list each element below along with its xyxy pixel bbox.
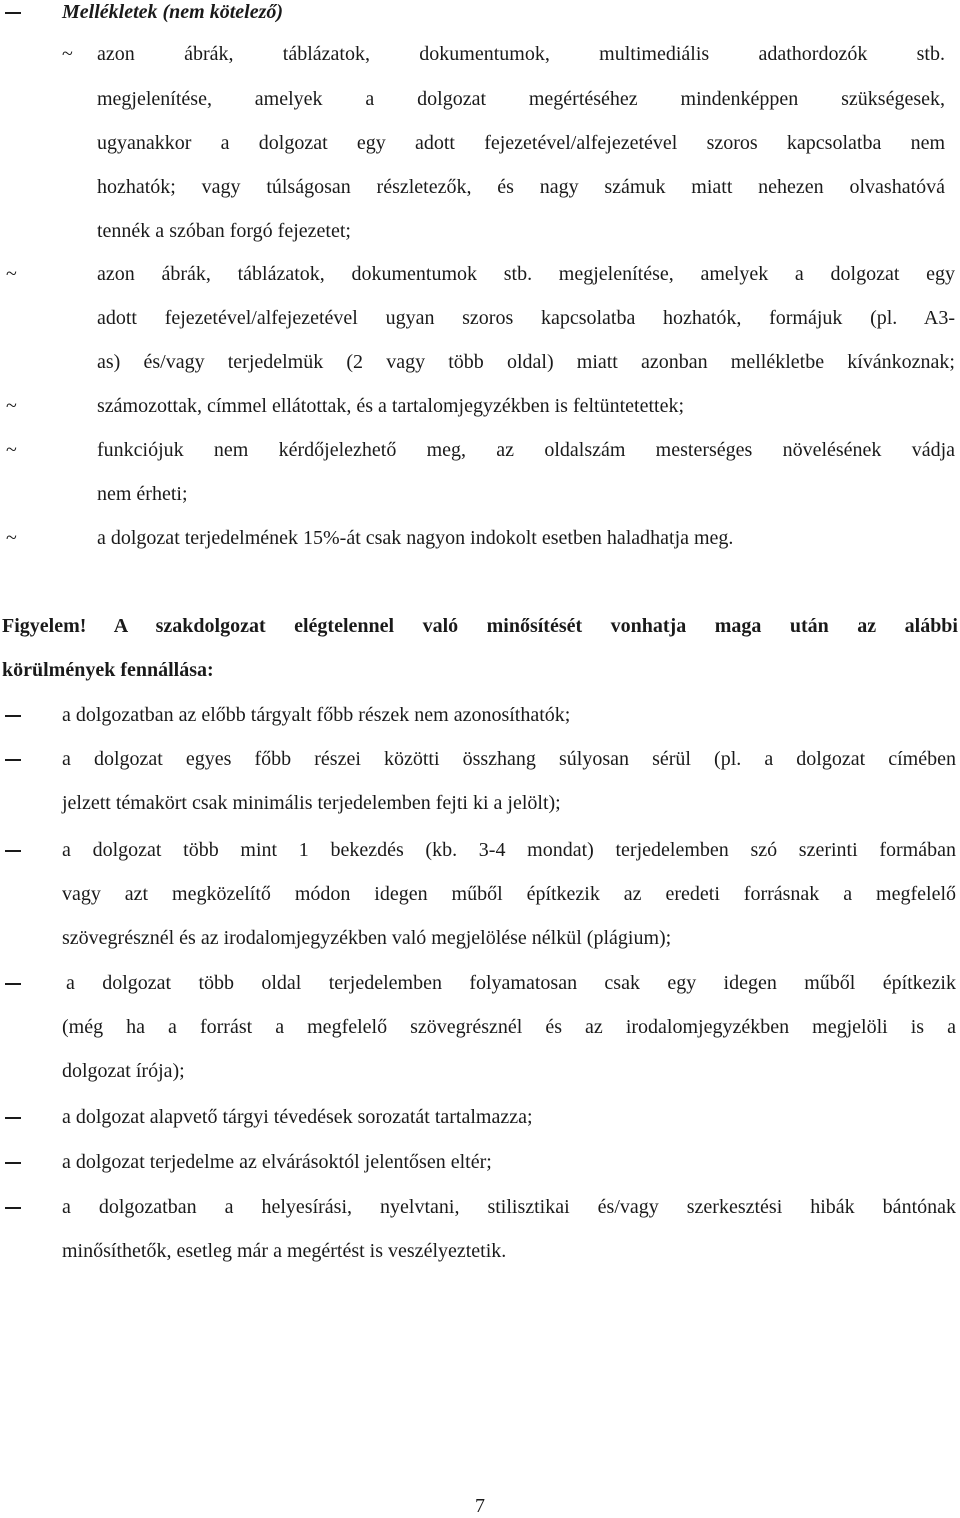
list-item-line: vagy azt megközelítő módon idegen műből építkezik az eredeti forrásnak a megfelelő [62,883,956,905]
warning-line: körülmények fennállása: [2,659,214,681]
list-item-line: a dolgozat alapvető tárgyi tévedések sorozatát tartalmazza; [62,1106,533,1128]
list-item-line: számozottak, címmel ellátottak, és a tartalomjegyzékben is feltüntetettek; [97,395,685,417]
list-item-line: megjelenítése, amelyek a dolgozat megértéséhez mindenképpen szükségesek, [97,88,945,110]
list-item-line: a dolgozat terjedelme az elvárásoktól jelentősen eltér; [62,1151,492,1173]
list-item-line: azon ábrák, táblázatok, dokumentumok stb. megjelenítése, amelyek a dolgozat egy [97,263,955,285]
list-item-line: a dolgozatban a helyesírási, nyelvtani, stilisztikai és/vagy szerkesztési hibák bántónak [62,1196,956,1218]
bullet-dash [5,850,21,852]
section-heading: Mellékletek (nem kötelező) [62,1,284,23]
list-item-line: (még ha a forrást a megfelelő szövegrésznél és az irodalomjegyzékben megjelöli is a [62,1016,956,1038]
bullet-dash [5,1117,21,1119]
list-item-line: ugyanakkor a dolgozat egy adott fejezetével/alfejezetével szoros kapcsolatba nem [97,132,945,154]
page-number: 7 [475,1495,485,1517]
list-item-line: adott fejezetével/alfejezetével ugyan szoros kapcsolatba hozhatók, formájuk (pl. A3- [97,307,955,329]
bullet-dash [5,12,21,14]
bullet-tilde: ~ [6,527,17,549]
bullet-dash [5,983,21,985]
bullet-tilde: ~ [6,263,17,285]
list-item-line: minősíthetők, esetleg már a megértést is veszélyeztetik. [62,1240,507,1262]
list-item-line: dolgozat írója); [62,1060,185,1082]
bullet-tilde: ~ [6,395,17,417]
bullet-tilde: ~ [6,439,17,461]
list-item-line: azon ábrák, táblázatok, dokumentumok, multimediális adathordozók stb. [97,43,945,65]
bullet-dash [5,759,21,761]
list-item-line: szövegrésznél és az irodalomjegyzékben való megjelölése nélkül (plágium); [62,927,672,949]
warning-label: Figyelem! [2,615,87,637]
list-item-line: as) és/vagy terjedelmük (2 vagy több oldal) miatt azonban mellékletbe kívánkoznak; [97,351,955,373]
list-item-line: a dolgozat több oldal terjedelemben folyamatosan csak egy idegen műből építkezik [66,972,956,994]
list-item-line: tennék a szóban forgó fejezetet; [97,220,351,242]
bullet-tilde: ~ [62,43,73,65]
list-item-line: a dolgozatban az előbb tárgyalt főbb részek nem azonosíthatók; [62,704,571,726]
list-item-line: funkciójuk nem kérdőjelezhető meg, az oldalszám mesterséges növelésének vádja [97,439,955,461]
list-item-line: jelzett témakört csak minimális terjedelemben fejti ki a jelölt); [62,792,561,814]
bullet-dash [5,1207,21,1209]
list-item-line: a dolgozat több mint 1 bekezdés (kb. 3-4 mondat) terjedelemben szó szerinti formában [62,839,956,861]
warning-text: A szakdolgozat elégtelennel való minősítését vonhatja maga után az alábbi [113,615,958,637]
warning-line [2,614,958,638]
list-item-line: hozhatók; vagy túlságosan részletezők, és nagy számuk miatt nehezen olvashatóvá [97,176,945,198]
bullet-dash [5,715,21,717]
bullet-dash [5,1162,21,1164]
list-item-line: a dolgozat egyes főbb részei közötti összhang súlyosan sérül (pl. a dolgozat címében [62,748,956,770]
list-item-line: a dolgozat terjedelmének 15%-át csak nagyon indokolt esetben haladhatja meg. [97,527,734,549]
list-item-line: nem érheti; [97,483,188,505]
